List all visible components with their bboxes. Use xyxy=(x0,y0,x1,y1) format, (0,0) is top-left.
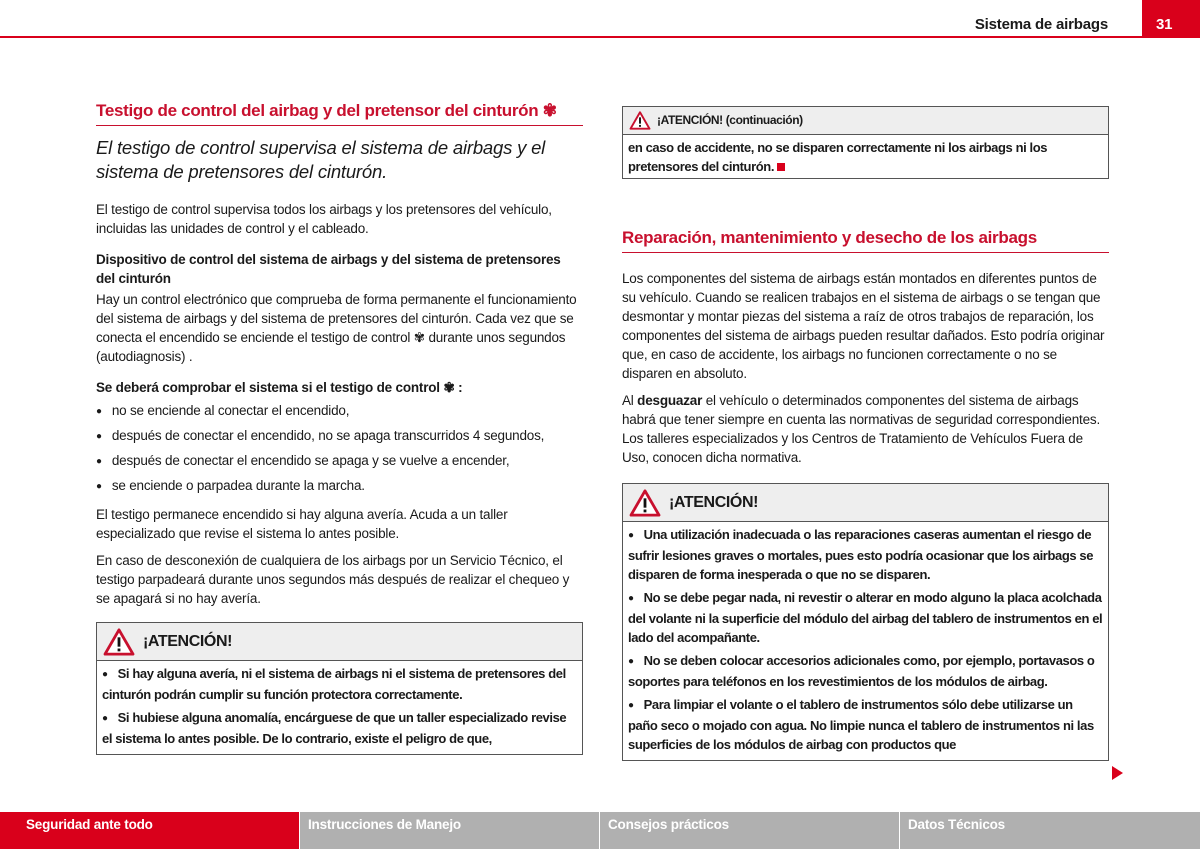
airbag-icon: ✾ xyxy=(443,380,455,395)
airbag-warning-icon: ✾ xyxy=(542,101,557,120)
list-item: ● no se enciende al conectar el encendido, xyxy=(96,401,583,422)
paragraph: El testigo de control supervisa todos los airbags y los pretensores del vehículo, incluidas las unidades de control y el cableado. xyxy=(96,202,552,236)
warning-triangle-icon xyxy=(629,111,651,130)
warning-item: ● No se deben colocar accesorios adicionales como, por ejemplo, portavasos o soportes para teléfonos en los revestimientos de los módulos de airbag. xyxy=(628,651,1103,691)
paragraph: Los componentes del sistema de airbags están montados en diferentes puntos de su vehículo. Cuando se realicen trabajos en el sistema de airbags o se tengan que desmontar y montar piezas del sistema a raíz de otros trabajos de reparación, los componentes del sistema de airbags pueden resultar dañados. Esto podría originar que, en caso de accidente, los airbags no funcionen correctamente o no se disparen en absoluto. xyxy=(622,271,1105,381)
next-page-arrow-icon[interactable] xyxy=(1112,766,1123,780)
section-heading: Testigo de control del airbag y del pretensor del cinturón ✾ xyxy=(96,100,583,126)
paragraph: En caso de desconexión de cualquiera de los airbags por un Servicio Técnico, el testigo parpadeará durante unos segundos más después de realizar el chequeo y se apagará si no hay avería. xyxy=(96,553,570,606)
paragraph: Al desguazar el vehículo o determinados componentes del sistema de airbags habrá que tener siempre en cuenta las normativas de seguridad correspondientes. Los talleres especializados y los Centros de Tratamiento de Vehículos Fuera de Uso, conocen dicha normativa. xyxy=(622,393,1100,465)
warning-box xyxy=(622,483,1109,761)
footer-tab-datos[interactable]: Datos Técnicos xyxy=(900,812,1200,849)
warning-item: ● Si hay alguna avería, ni el sistema de airbags ni el sistema de pretensores del cinturón podrán cumplir su función protectora correctamente. xyxy=(102,664,577,704)
footer-tab-seguridad[interactable]: Seguridad ante todo xyxy=(0,812,299,849)
page-number: 31 xyxy=(1142,0,1200,38)
lead-text: El testigo de control supervisa el sistema de airbags y el sistema de pretensores del cinturón. xyxy=(96,137,546,182)
warning-text: en caso de accidente, no se disparen correctamente ni los airbags ni los pretensores del cinturón. xyxy=(628,140,1048,174)
paragraph: El testigo permanece encendido si hay alguna avería. Acuda a un taller especializado que revise el sistema lo antes posible. xyxy=(96,507,508,541)
subheading: Dispositivo de control del sistema de airbags y del sistema de pretensores del cinturón xyxy=(96,252,561,286)
warning-box xyxy=(96,622,583,755)
footer-tab-instrucciones[interactable]: Instrucciones de Manejo xyxy=(300,812,599,849)
warning-triangle-icon xyxy=(103,628,135,656)
list-item: ● después de conectar el encendido se apaga y se vuelve a encender, xyxy=(96,451,583,472)
warning-title: ¡ATENCIÓN! xyxy=(669,494,759,511)
left-column xyxy=(96,100,583,755)
header-rule xyxy=(0,36,1142,38)
warning-box-continued xyxy=(622,106,1109,179)
list-item: ● se enciende o parpadea durante la marcha. xyxy=(96,476,583,497)
list-item: ● después de conectar el encendido, no se apaga transcurridos 4 segundos, xyxy=(96,426,583,447)
section-title: Sistema de airbags xyxy=(974,16,1108,33)
warning-item: ● Para limpiar el volante o el tablero de instrumentos sólo debe utilizarse un paño seco o mojado con agua. No limpie nunca el tablero de instrumentos ni las superficies de los módulos de airbag con productos que xyxy=(628,695,1103,754)
warning-title: ¡ATENCIÓN! (continuación) xyxy=(657,113,803,127)
footer-tab-consejos[interactable]: Consejos prácticos xyxy=(600,812,899,849)
check-heading: Se deberá comprobar el sistema si el testigo de control ✾ : xyxy=(96,380,463,395)
warning-item: ● Si hubiese alguna anomalía, encárguese de que un taller especializado revise el sistema lo antes posible. De lo contrario, existe el peligro de que, xyxy=(102,708,577,748)
warning-title: ¡ATENCIÓN! xyxy=(143,633,233,650)
airbag-icon: ✾ xyxy=(413,330,425,345)
warning-triangle-icon xyxy=(629,489,661,517)
section-heading: Reparación, mantenimiento y desecho de los airbags xyxy=(622,227,1109,253)
paragraph: Hay un control electrónico que comprueba de forma permanente el funcionamiento del sistema de airbags y del sistema de pretensores del cinturón. Cada vez que se conecta el encendido se enciende el testigo de control ✾ durante unos segundos (autodiagnosis) . xyxy=(96,292,577,364)
warning-item: ● Una utilización inadecuada o las reparaciones caseras aumentan el riesgo de sufrir lesiones graves o mortales, pues esto podría ocasionar que los airbags se disparen de forma inesperada o que no se disparen. xyxy=(628,525,1103,584)
right-column xyxy=(622,106,1109,761)
warning-item: ● No se debe pegar nada, ni revestir o alterar en modo alguno la placa acolchada del volante ni la superficie del módulo del airbag del tablero de instrumentos en el lado del acompañante. xyxy=(628,588,1103,647)
end-marker-icon xyxy=(777,163,785,171)
